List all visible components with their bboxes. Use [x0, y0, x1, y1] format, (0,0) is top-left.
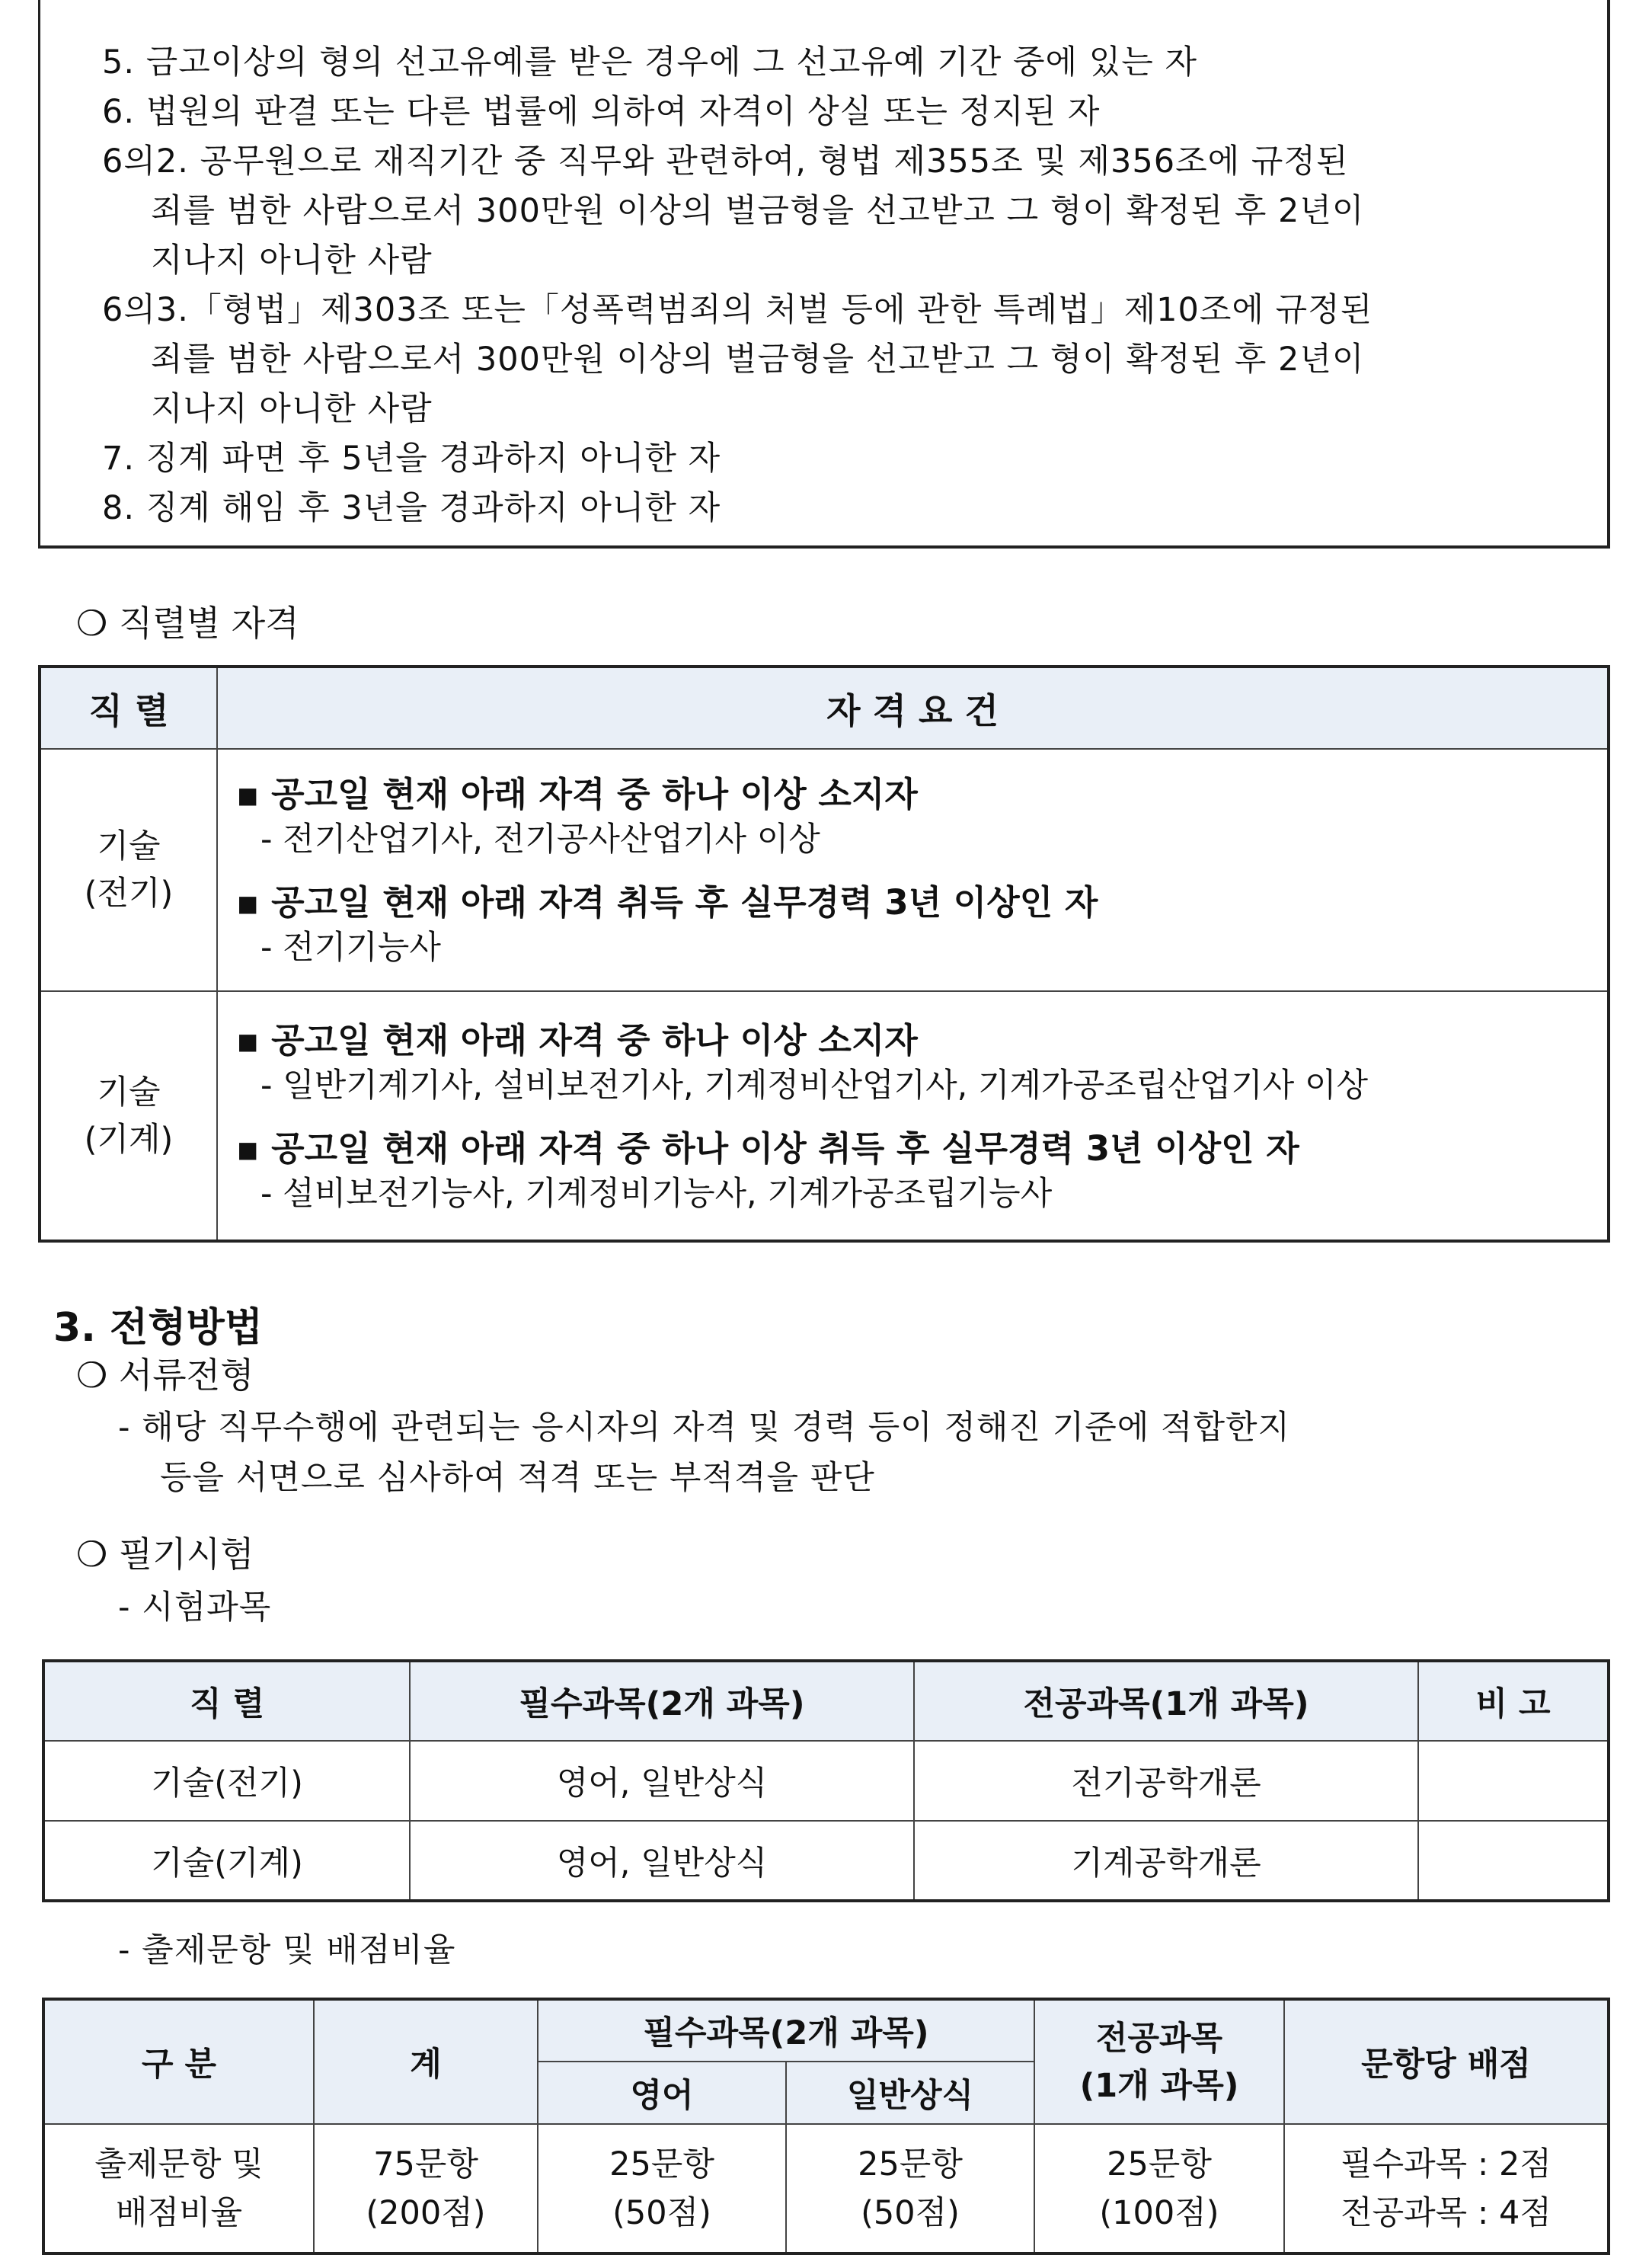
scoring-header: 영어	[538, 2062, 786, 2124]
requirements-cell	[217, 991, 1609, 1241]
subjects-table	[42, 1659, 1610, 1902]
subjects-cell: 기술(기계)	[43, 1821, 410, 1901]
written-exam-heading: ❍ 필기시험	[76, 1534, 254, 1575]
requirement-main: ▪ 공고일 현재 아래 자격 중 하나 이상 취득 후 실무경력 3년 이상인 자	[236, 1128, 1299, 1169]
subjects-cell: 영어, 일반상식	[410, 1741, 914, 1821]
subjects-cell: 영어, 일반상식	[410, 1821, 914, 1901]
scoring-cell-line: (50점)	[861, 2193, 960, 2232]
disqualification-item: 지나지 아니한 사람	[151, 242, 433, 280]
qualification-table	[38, 665, 1610, 1243]
scoring-cell	[538, 2124, 786, 2254]
scoring-cell-line: 25문항	[1107, 2145, 1212, 2183]
disqualification-item: 6. 법원의 판결 또는 다른 법률에 의하여 자격이 상실 또는 정지된 자	[102, 93, 1101, 131]
series-name: 기술	[97, 827, 161, 865]
series-name: 기술	[97, 1073, 161, 1112]
subjects-header: 비 고	[1418, 1661, 1609, 1741]
subjects-cell: 기계공학개론	[914, 1821, 1418, 1901]
scoring-cell-line: 25문항	[609, 2145, 714, 2183]
disqualification-item: 지나지 아니한 사람	[151, 390, 433, 428]
scoring-header: 일반상식	[786, 2062, 1034, 2124]
requirement-main: ▪ 공고일 현재 아래 자격 취득 후 실무경력 3년 이상인 자	[236, 882, 1098, 923]
series-field: (기계)	[84, 1120, 174, 1159]
scoring-table	[42, 1998, 1610, 2255]
scoring-header: 구 분	[43, 1999, 314, 2124]
scoring-cell	[1284, 2124, 1609, 2254]
disqualification-item: 5. 금고이상의 형의 선고유예를 받은 경우에 그 선고유예 기간 중에 있는 자	[102, 43, 1197, 82]
requirement-sub: - 설비보전기능사, 기계정비기능사, 기계가공조립기능사	[260, 1174, 1053, 1213]
scoring-cell-line: 전공과목 : 4점	[1341, 2193, 1552, 2232]
section-title: 3. 전형방법	[53, 1305, 263, 1351]
series-field: (전기)	[84, 875, 174, 913]
scoring-cell	[786, 2124, 1034, 2254]
requirements-cell	[217, 749, 1609, 991]
scoring-cell-line: 25문항	[858, 2145, 963, 2183]
requirement-sub: - 전기산업기사, 전기공사산업기사 이상	[260, 821, 820, 859]
series-cell	[40, 991, 217, 1241]
subjects-cell	[1418, 1741, 1609, 1821]
subjects-cell: 기술(전기)	[43, 1741, 410, 1821]
subjects-header: 직 렬	[43, 1661, 410, 1741]
requirement-main: ▪ 공고일 현재 아래 자격 중 하나 이상 소지자	[236, 1019, 918, 1060]
scoring-cell-line: 75문항	[373, 2145, 478, 2183]
scoring-cell-line: (50점)	[612, 2193, 711, 2232]
scoring-cell	[43, 2124, 314, 2254]
col-series-header: 직 렬	[40, 667, 217, 749]
scoring-cell	[1034, 2124, 1284, 2254]
scoring-heading: - 출제문항 및 배점비율	[118, 1931, 456, 1969]
scoring-header-line: 전공과목	[1095, 2019, 1223, 2058]
subjects-header: 전공과목(1개 과목)	[914, 1661, 1418, 1741]
document-screening-text: 등을 서면으로 심사하여 적격 또는 부적격을 판단	[160, 1459, 875, 1497]
scoring-header: 문항당 배점	[1284, 1999, 1609, 2124]
document-screening-text: - 해당 직무수행에 관련되는 응시자의 자격 및 경력 등이 정해진 기준에 적합한지	[118, 1409, 1291, 1447]
subjects-heading: - 시험과목	[118, 1588, 272, 1627]
disqualification-item: 6의3.「형법」제303조 또는「성폭력범죄의 처벌 등에 관한 특례법」제10조에 규정된	[102, 291, 1373, 329]
scoring-cell-line: 필수과목 : 2점	[1341, 2145, 1552, 2183]
disqualification-item: 죄를 범한 사람으로서 300만원 이상의 벌금형을 선고받고 그 형이 확정된 후 2년이	[151, 341, 1365, 379]
scoring-header: 필수과목(2개 과목)	[538, 1999, 1034, 2062]
scoring-cell-line: (200점)	[366, 2193, 486, 2232]
disqualification-item: 6의2. 공무원으로 재직기간 중 직무와 관련하여, 형법 제355조 및 제356조에 규정된	[102, 142, 1349, 181]
requirement-sub: - 일반기계기사, 설비보전기사, 기계정비산업기사, 기계가공조립산업기사 이상	[260, 1066, 1369, 1105]
scoring-cell-line: 출제문항 및	[94, 2145, 264, 2183]
subjects-header: 필수과목(2개 과목)	[410, 1661, 914, 1741]
disqualification-item: 죄를 범한 사람으로서 300만원 이상의 벌금형을 선고받고 그 형이 확정된 후 2년이	[151, 192, 1365, 230]
scoring-cell-line: 배점비율	[115, 2193, 243, 2232]
series-cell	[40, 749, 217, 991]
scoring-header-line: (1개 과목)	[1079, 2066, 1239, 2105]
subjects-cell: 전기공학개론	[914, 1741, 1418, 1821]
scoring-header	[1034, 1999, 1284, 2124]
document-screening-heading: ❍ 서류전형	[76, 1355, 254, 1396]
scoring-cell	[314, 2124, 538, 2254]
scoring-header: 계	[314, 1999, 538, 2124]
qualification-heading: ❍ 직렬별 자격	[76, 603, 299, 644]
scoring-cell-line: (100점)	[1099, 2193, 1219, 2232]
col-requirements-header: 자 격 요 건	[217, 667, 1609, 749]
disqualification-item: 8. 징계 해임 후 3년을 경과하지 아니한 자	[102, 489, 721, 527]
requirement-sub: - 전기기능사	[260, 929, 441, 967]
disqualification-item: 7. 징계 파면 후 5년을 경과하지 아니한 자	[102, 440, 721, 478]
requirement-main: ▪ 공고일 현재 아래 자격 중 하나 이상 소지자	[236, 774, 918, 814]
subjects-cell	[1418, 1821, 1609, 1901]
